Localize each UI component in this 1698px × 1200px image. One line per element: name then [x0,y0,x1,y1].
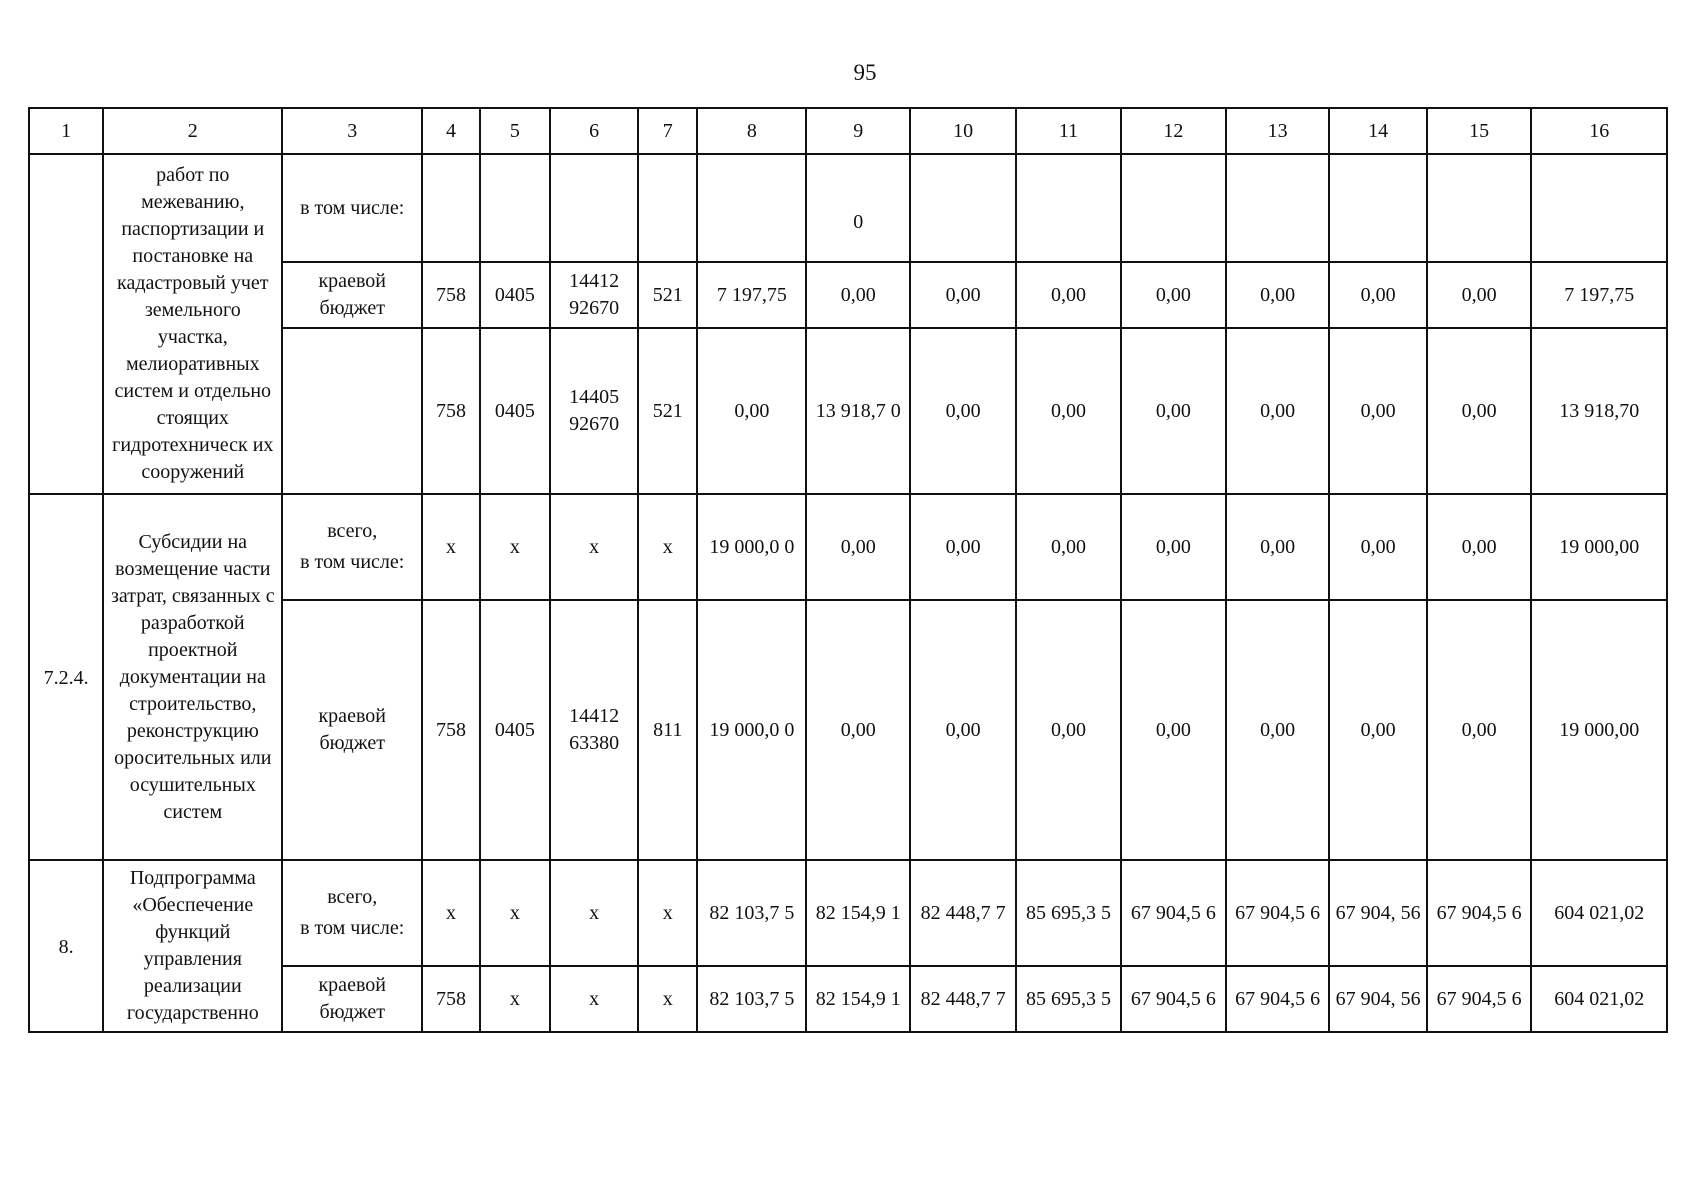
row-number: 7.2.4. [29,494,103,860]
value-cell: 19 000,0 0 [697,494,806,600]
table-row [29,494,1667,600]
value-cell: 0,00 [1121,600,1226,860]
value-cell: 0,00 [1226,328,1330,494]
value-cell [1121,154,1226,262]
header-cell: 3 [282,108,422,154]
value-cell: 0,00 [1427,262,1532,328]
value-cell: 82 103,7 5 [697,966,806,1032]
value-cell: 758 [422,262,480,328]
value-cell: 0,00 [806,600,910,860]
value-cell: x [422,494,480,600]
funding-source-including: в том числе: [300,917,405,939]
value-cell: 0,00 [1329,328,1426,494]
value-cell: 0,00 [806,262,910,328]
row-number-cell [29,154,103,494]
value-cell: 82 103,7 5 [697,860,806,966]
item-name: Субсидии на возмещение части затрат, связанных с разработкой проектной документации на строительство, реконструкцию оросительных или осушительных систем [103,494,282,860]
value-cell [550,154,638,262]
header-cell: 12 [1121,108,1226,154]
header-cell: 8 [697,108,806,154]
value-cell: 13 918,70 [1531,328,1667,494]
value-cell: 0,00 [1329,494,1426,600]
value-cell [480,154,550,262]
value-cell: 85 695,3 5 [1016,860,1121,966]
value-cell: 67 904,5 6 [1427,860,1532,966]
value-cell: 67 904, 56 [1329,860,1426,966]
value-cell: 19 000,00 [1531,600,1667,860]
value-cell: 758 [422,600,480,860]
value-cell: x [480,966,550,1032]
value-cell: 604 021,02 [1531,860,1667,966]
row-number: 8. [29,860,103,1032]
header-cell: 11 [1016,108,1121,154]
funding-source [282,328,422,494]
funding-source: краевой бюджет [282,966,422,1032]
header-cell: 2 [103,108,282,154]
value-cell: x [550,494,638,600]
header-row [29,108,1667,154]
value-cell: 0,00 [1329,262,1426,328]
budget-table [28,107,1668,1033]
value-cell: 82 154,9 1 [806,860,910,966]
value-cell: 0,00 [697,328,806,494]
value-cell: 67 904,5 6 [1121,860,1226,966]
value-cell: 0,00 [1121,328,1226,494]
value-cell [422,154,480,262]
header-cell: 1 [29,108,103,154]
item-name: Подпрограмма «Обеспечение функций управления реализации государственно [103,860,282,1032]
value-cell: 14405 92670 [550,328,638,494]
value-cell: 0,00 [1427,600,1532,860]
value-cell: 0,00 [1121,494,1226,600]
item-name: работ по межеванию, паспортизации и постановке на кадастровый учет земельного участка, мелиоративных систем и отдельно стоящих гидротехническ их сооружений [103,154,282,494]
value-cell: 0,00 [1016,494,1121,600]
value-cell: 0,00 [1427,494,1532,600]
value-cell [638,154,697,262]
value-cell: 811 [638,600,697,860]
value-cell: 0,00 [910,262,1016,328]
value-cell: 0,00 [1226,494,1330,600]
value-cell: 13 918,7 0 [806,328,910,494]
value-cell: 758 [422,966,480,1032]
value-cell: 0,00 [1016,600,1121,860]
header-cell: 5 [480,108,550,154]
header-cell: 10 [910,108,1016,154]
value-cell: x [638,966,697,1032]
value-cell: x [480,494,550,600]
value-cell: 67 904,5 6 [1226,860,1330,966]
value-cell [697,154,806,262]
value-cell: 82 448,7 7 [910,966,1016,1032]
value-cell: 67 904, 56 [1329,966,1426,1032]
value-cell: 521 [638,328,697,494]
value-cell: 521 [638,262,697,328]
value-cell: 0,00 [1329,600,1426,860]
header-cell: 7 [638,108,697,154]
header-cell: 9 [806,108,910,154]
value-cell: x [480,860,550,966]
value-cell: 0,00 [910,494,1016,600]
value-cell: 67 904,5 6 [1427,966,1532,1032]
header-cell: 4 [422,108,480,154]
header-cell: 16 [1531,108,1667,154]
value-cell: 0,00 [806,494,910,600]
value-cell: 0,00 [1427,328,1532,494]
value-cell: 82 448,7 7 [910,860,1016,966]
funding-source [282,494,422,600]
value-cell [1427,154,1532,262]
value-cell: x [638,860,697,966]
value-cell: 0,00 [910,600,1016,860]
value-cell: 67 904,5 6 [1121,966,1226,1032]
value-cell: 0405 [480,600,550,860]
header-cell: 14 [1329,108,1426,154]
value-cell: x [550,966,638,1032]
value-cell: 0,00 [1226,600,1330,860]
value-cell: 0 [806,154,910,262]
funding-source: краевой бюджет [282,600,422,860]
funding-source-including: в том числе: [300,551,405,573]
value-cell [1531,154,1667,262]
value-cell [1226,154,1330,262]
value-cell: x [422,860,480,966]
value-cell: 82 154,9 1 [806,966,910,1032]
value-cell: x [550,860,638,966]
header-cell: 15 [1427,108,1532,154]
value-cell: 14412 63380 [550,600,638,860]
value-cell: 0405 [480,262,550,328]
value-cell: 758 [422,328,480,494]
funding-source-total: всего, [327,520,378,542]
value-cell: 7 197,75 [697,262,806,328]
value-cell: 0,00 [1016,328,1121,494]
value-cell: 7 197,75 [1531,262,1667,328]
value-cell [910,154,1016,262]
value-cell: 0,00 [1226,262,1330,328]
value-cell [1329,154,1426,262]
table-row [29,154,1667,262]
funding-source: в том числе: [282,154,422,262]
value-cell: 604 021,02 [1531,966,1667,1032]
funding-source [282,860,422,966]
value-cell: 0,00 [1016,262,1121,328]
value-cell: 0,00 [1121,262,1226,328]
value-cell: x [638,494,697,600]
value-cell: 14412 92670 [550,262,638,328]
funding-source: краевой бюджет [282,262,422,328]
value-cell: 85 695,3 5 [1016,966,1121,1032]
header-cell: 6 [550,108,638,154]
value-cell: 0405 [480,328,550,494]
value-cell: 19 000,0 0 [697,600,806,860]
value-cell: 0,00 [910,328,1016,494]
value-cell: 19 000,00 [1531,494,1667,600]
funding-source-total: всего, [327,886,378,908]
table-row [29,860,1667,966]
value-cell: 67 904,5 6 [1226,966,1330,1032]
header-cell: 13 [1226,108,1330,154]
value-cell [1016,154,1121,262]
page-number: 95 [853,60,877,85]
